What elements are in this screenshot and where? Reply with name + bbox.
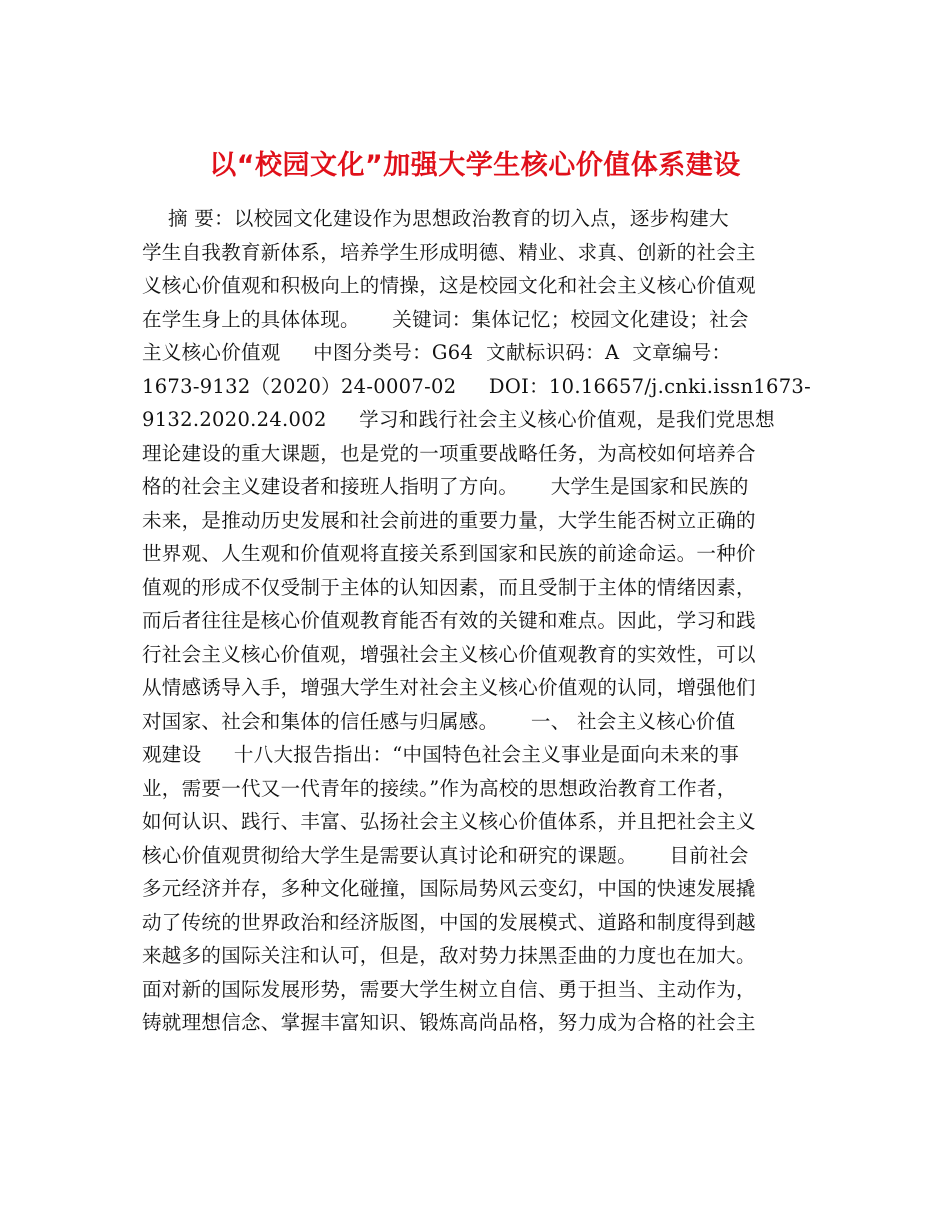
body-line: 观建设 十八大报告指出：“中国特色社会主义事业是面向未来的事 bbox=[142, 743, 740, 766]
body-line: 1673-9132（2020）24-0007-02 DOI：10.16657/j.cnki.issn1673- bbox=[142, 374, 812, 398]
body-line: 核心价值观贯彻给大学生是需要认真讨论和研究的课题。 目前社会 bbox=[142, 843, 749, 867]
body-line: 行社会主义核心价值观，增强社会主义核心价值观教育的实效性，可以 bbox=[142, 642, 756, 666]
body-line: 摘 要：以校园文化建设作为思想政治教育的切入点，逐步构建大 bbox=[142, 207, 729, 230]
body-line: 铸就理想信念、掌握丰富知识、锻炼高尚品格，努力成为合格的社会主 bbox=[142, 1011, 756, 1034]
body-line: 格的社会主义建设者和接班人指明了方向。 大学生是国家和民族的 bbox=[142, 475, 749, 498]
body-line: 来越多的国际关注和认可，但是，敌对势力抹黑歪曲的力度也在加大。 bbox=[142, 944, 756, 967]
document-title: 以“校园文化”加强大学生核心价值体系建设 bbox=[209, 150, 741, 182]
body-line: 动了传统的世界政治和经济版图，中国的发展模式、道路和制度得到越 bbox=[142, 910, 756, 934]
body-line: 业，需要一代又一代青年的接续。”作为高校的思想政治教育工作者， bbox=[142, 776, 737, 800]
body-line: 理论建设的重大课题，也是党的一项重要战略任务，为高校如何培养合 bbox=[142, 441, 756, 465]
body-line: 如何认识、践行、丰富、弘扬社会主义核心价值体系，并且把社会主义 bbox=[142, 810, 756, 833]
body-line: 从情感诱导入手，增强大学生对社会主义核心价值观的认同，增强他们 bbox=[142, 676, 756, 699]
body-line: 而后者往往是核心价值观教育能否有效的关键和难点。因此，学习和践 bbox=[142, 609, 756, 632]
body-line: 面对新的国际发展形势，需要大学生树立自信、勇于担当、主动作为， bbox=[142, 977, 756, 1001]
body-line: 主义核心价值观 中图分类号：G64 文献标识码：A 文章编号： bbox=[142, 341, 732, 364]
body-line: 在学生身上的具体体现。 关键词：集体记忆；校园文化建设；社会 bbox=[142, 307, 749, 331]
body-line: 世界观、人生观和价值观将直接关系到国家和民族的前途命运。一种价 bbox=[142, 542, 756, 565]
body-line: 值观的形成不仅受制于主体的认知因素，而且受制于主体的情绪因素， bbox=[142, 575, 756, 599]
body-line: 学生自我教育新体系，培养学生形成明德、精业、求真、创新的社会主 bbox=[142, 240, 756, 264]
body-line: 9132.2020.24.002 学习和践行社会主义核心价值观，是我们党思想 bbox=[142, 408, 775, 431]
body-line: 义核心价值观和积极向上的情操，这是校园文化和社会主义核心价值观 bbox=[142, 274, 756, 297]
body-line: 对国家、社会和集体的信任感与归属感。 一、 社会主义核心价值 bbox=[142, 709, 736, 733]
document-body bbox=[142, 204, 814, 1042]
body-line: 多元经济并存，多种文化碰撞，国际局势风云变幻，中国的快速发展撬 bbox=[142, 877, 756, 900]
body-line: 未来，是推动历史发展和社会前进的重要力量，大学生能否树立正确的 bbox=[142, 508, 756, 532]
